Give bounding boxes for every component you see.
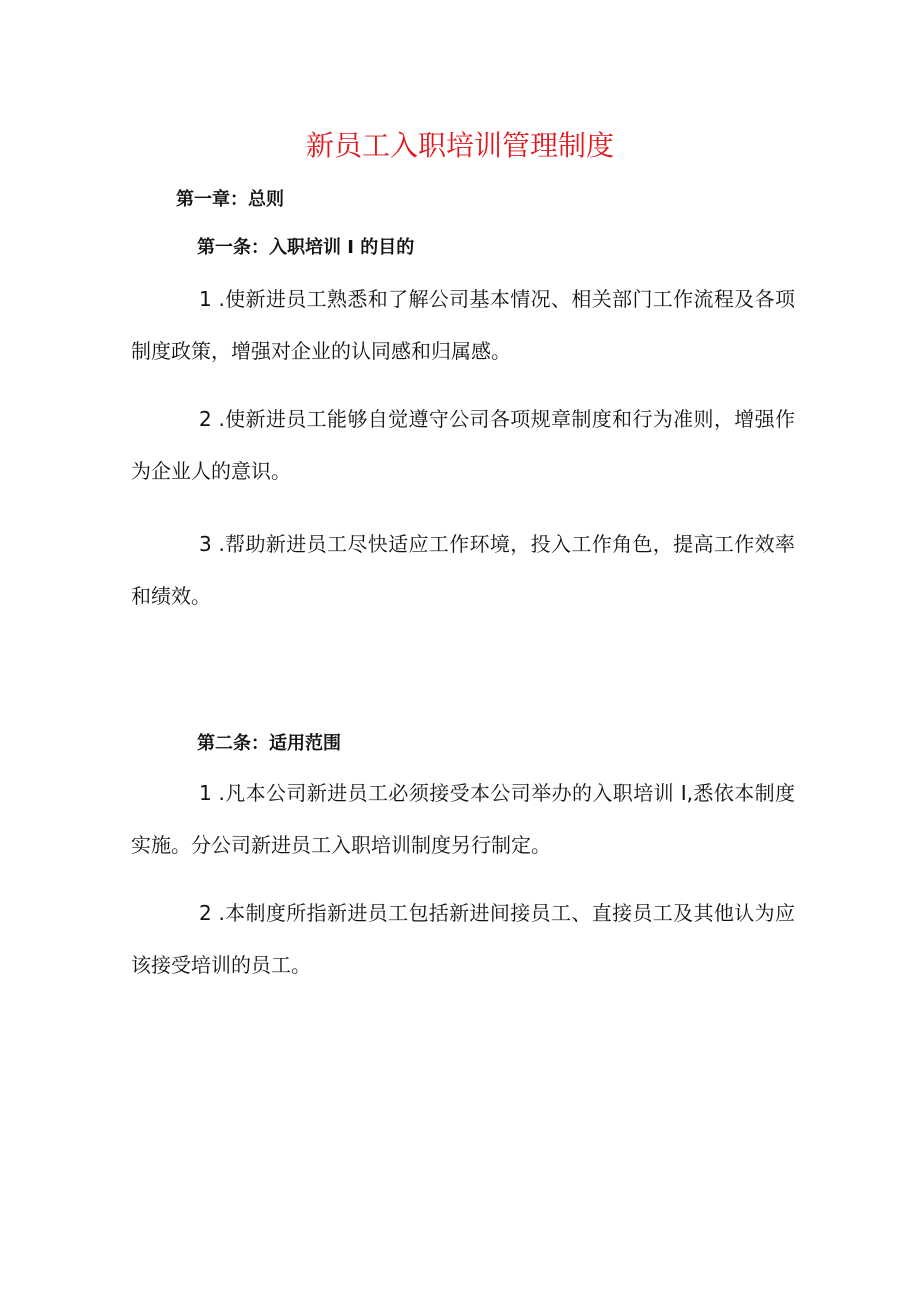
article-1-heading: 第一条：入职培训 I 的目的 <box>197 237 415 258</box>
document-title: 新员工入职培训管理制度 <box>305 129 614 162</box>
article-2-item-1: 1 .凡本公司新进员工必须接受本公司举办的入职培训 I,悉依本制度实施。分公司新进员工入职培训制度另行制定。 <box>131 781 795 857</box>
article-2-heading: 第二条：适用范围 <box>197 733 341 754</box>
article-1-item-2: 2 .使新进员工能够自觉遵守公司各项规章制度和行为准则，增强作为企业人的意识。 <box>131 407 795 483</box>
article-2-item-2: 2 .本制度所指新进员工包括新进间接员工、直接员工及其他认为应该接受培训的员工。 <box>131 901 795 977</box>
article-1-item-3: 3 .帮助新进员工尽快适应工作环境，投入工作角色，提高工作效率和绩效。 <box>131 532 795 608</box>
chapter-heading: 第一章：总则 <box>176 189 284 210</box>
article-1-item-1: 1 .使新进员工熟悉和了解公司基本情况、相关部门工作流程及各项制度政策，增强对企业的认同感和归属感。 <box>131 287 795 363</box>
